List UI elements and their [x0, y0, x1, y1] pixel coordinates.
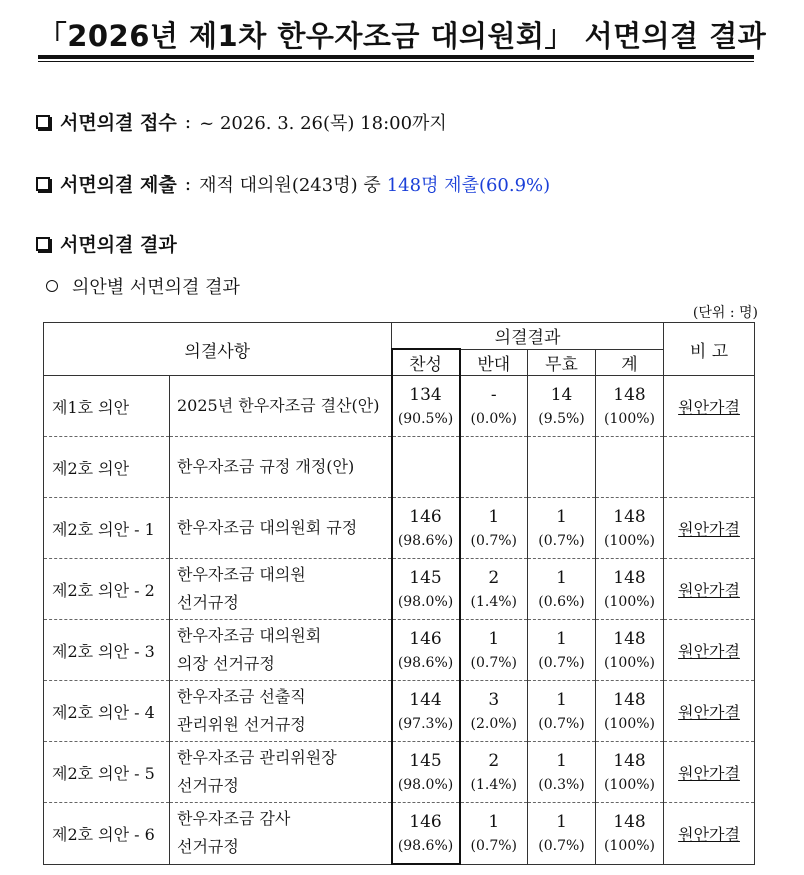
- section-label: 서면의결 제출: [60, 174, 177, 196]
- unit-label: (단위 : 명): [692, 305, 758, 321]
- approve-percent: (90.5%): [397, 411, 454, 427]
- agenda-title: 한우자조금 관리위원장 선거규정: [177, 748, 337, 795]
- invalid-percent: (0.7%): [538, 716, 585, 732]
- total-count: 148: [613, 629, 646, 649]
- document-title: 「2026년 제1차 한우자조금 대의원회」 서면의결 결과: [37, 19, 767, 53]
- note-cell: [664, 559, 755, 620]
- approve-percent: (98.0%): [397, 777, 454, 793]
- agenda-title: 한우자조금 대의원 선거규정: [177, 565, 306, 612]
- section-text: 재적 대의원(243명) 중: [199, 174, 381, 196]
- total-cell: [596, 437, 664, 498]
- total-count: 148: [613, 568, 646, 588]
- agenda-id-cell: [44, 498, 170, 559]
- approve-cell: [392, 559, 460, 620]
- oppose-cell: [460, 803, 528, 865]
- header-invalid: 무효: [528, 349, 596, 376]
- invalid-percent: (0.7%): [538, 838, 585, 855]
- agenda-id-cell: [44, 376, 170, 437]
- approve-percent: (98.6%): [397, 838, 454, 854]
- checkbox-bullet-icon: [36, 177, 50, 191]
- total-percent: (100%): [604, 533, 655, 549]
- results-table-body: [44, 376, 755, 865]
- agenda-id: 제2호 의안 - 3: [52, 641, 155, 661]
- oppose-count: 1: [488, 812, 500, 833]
- note-text: 원안가결: [678, 824, 740, 844]
- total-percent: (100%): [604, 655, 655, 671]
- oppose-cell: [460, 376, 528, 437]
- invalid-percent: (0.7%): [538, 533, 585, 549]
- invalid-percent: (0.6%): [538, 594, 585, 610]
- table-row: [44, 498, 755, 559]
- section-text: ~ 2026. 3. 26(목) 18:00까지: [199, 112, 447, 134]
- section-results: [36, 230, 177, 257]
- total-cell: [596, 498, 664, 559]
- invalid-cell: [528, 681, 596, 742]
- invalid-count: 14: [550, 385, 573, 405]
- oppose-count: 2: [488, 568, 500, 588]
- table-row: [44, 681, 755, 742]
- total-count: 148: [613, 690, 646, 710]
- approve-percent: (97.3%): [397, 716, 454, 732]
- total-count: 148: [613, 385, 646, 405]
- subheading: [46, 273, 240, 299]
- agenda-id: 제2호 의안 - 5: [52, 763, 155, 783]
- total-count: 148: [613, 751, 646, 771]
- oppose-cell: [460, 681, 528, 742]
- header-total: 계: [596, 349, 664, 376]
- note-cell: [664, 803, 755, 865]
- agenda-title-cell: [170, 498, 392, 559]
- table-row: [44, 376, 755, 437]
- invalid-count: 1: [556, 751, 567, 771]
- total-percent: (100%): [604, 716, 655, 732]
- oppose-percent: (1.4%): [470, 594, 518, 610]
- invalid-cell: [528, 742, 596, 803]
- note-cell: [664, 742, 755, 803]
- title-underline-thin: [38, 61, 754, 62]
- oppose-count: 3: [488, 690, 500, 710]
- note-cell: [664, 437, 755, 498]
- checkbox-bullet-icon: [36, 237, 50, 251]
- approve-count: 146: [409, 812, 442, 832]
- agenda-title: 한우자조금 선출직 관리위원 선거규정: [177, 687, 306, 734]
- oppose-cell: [460, 620, 528, 681]
- note-text: 원안가결: [678, 702, 740, 722]
- oppose-count: -: [490, 385, 497, 405]
- invalid-cell: [528, 620, 596, 681]
- oppose-cell: [460, 742, 528, 803]
- agenda-title: 한우자조금 감사 선거규정: [177, 809, 291, 857]
- oppose-percent: (0.7%): [470, 533, 518, 549]
- agenda-id-cell: [44, 803, 170, 865]
- table-row: [44, 742, 755, 803]
- subheading-text: 의안별 서면의결 결과: [72, 277, 240, 298]
- approve-cell: [392, 742, 460, 803]
- oppose-percent: (2.0%): [470, 716, 518, 732]
- agenda-id: 제1호 의안: [52, 397, 130, 417]
- total-cell: [596, 681, 664, 742]
- invalid-count: 1: [556, 507, 567, 527]
- header-oppose: 반대: [460, 349, 528, 376]
- agenda-id: 제2호 의안: [52, 458, 130, 478]
- approve-cell: [392, 681, 460, 742]
- invalid-cell: [528, 803, 596, 865]
- note-text: 원안가결: [678, 519, 740, 539]
- agenda-id: 제2호 의안 - 1: [52, 519, 155, 539]
- section-colon: :: [184, 110, 192, 133]
- table-row: [44, 437, 755, 498]
- invalid-percent: (0.3%): [538, 777, 585, 793]
- approve-count: 146: [409, 629, 442, 649]
- note-cell: [664, 620, 755, 681]
- approve-cell: [392, 376, 460, 437]
- total-cell: [596, 559, 664, 620]
- note-text: 원안가결: [678, 763, 740, 783]
- approve-cell: [392, 498, 460, 559]
- invalid-count: 1: [556, 690, 567, 710]
- agenda-id: 제2호 의안 - 4: [52, 702, 155, 722]
- title-underline-thick: [38, 55, 754, 59]
- approve-percent: (98.6%): [397, 655, 454, 671]
- oppose-percent: (0.7%): [470, 838, 518, 855]
- section-label: 서면의결 결과: [60, 234, 177, 256]
- invalid-cell: [528, 559, 596, 620]
- oppose-percent: (0.0%): [470, 411, 518, 427]
- agenda-id: 제2호 의안 - 6: [52, 824, 155, 844]
- agenda-title-cell: [170, 803, 392, 865]
- total-percent: (100%): [604, 777, 655, 793]
- oppose-cell: [460, 498, 528, 559]
- invalid-count: 1: [556, 568, 567, 588]
- note-text: 원안가결: [678, 580, 740, 600]
- header-note: 비 고: [664, 323, 755, 376]
- agenda-title-cell: [170, 620, 392, 681]
- total-percent: (100%): [604, 838, 655, 855]
- approve-count: 144: [409, 690, 442, 710]
- invalid-count: 1: [556, 812, 567, 833]
- total-count: 148: [613, 812, 646, 833]
- note-cell: [664, 498, 755, 559]
- total-cell: [596, 803, 664, 865]
- checkbox-bullet-icon: [36, 115, 50, 129]
- oppose-count: 1: [488, 629, 500, 649]
- note-cell: [664, 681, 755, 742]
- total-cell: [596, 376, 664, 437]
- agenda-title: 2025년 한우자조금 결산(안): [177, 396, 380, 415]
- invalid-cell: [528, 376, 596, 437]
- invalid-cell: [528, 437, 596, 498]
- agenda-title-cell: [170, 681, 392, 742]
- oppose-cell: [460, 559, 528, 620]
- header-approve: 찬성: [392, 349, 460, 376]
- note-text: 원안가결: [678, 397, 740, 417]
- note-cell: [664, 376, 755, 437]
- invalid-count: 1: [556, 629, 567, 649]
- agenda-title-cell: [170, 559, 392, 620]
- total-percent: (100%): [604, 411, 655, 427]
- total-cell: [596, 742, 664, 803]
- section-submission-count: [36, 170, 550, 197]
- total-cell: [596, 620, 664, 681]
- invalid-percent: (9.5%): [538, 411, 585, 427]
- header-item: 의결사항: [44, 323, 392, 376]
- approve-count: 145: [409, 751, 442, 771]
- header-result: 의결결과: [392, 323, 664, 350]
- agenda-title: 한우자조금 대의원회 규정: [177, 518, 358, 537]
- table-row: [44, 559, 755, 620]
- total-percent: (100%): [604, 594, 655, 610]
- approve-percent: (98.6%): [397, 533, 454, 549]
- section-label: 서면의결 접수: [60, 112, 177, 134]
- oppose-count: 2: [488, 751, 500, 771]
- oppose-percent: (0.7%): [470, 655, 518, 671]
- results-table: [43, 322, 755, 865]
- invalid-percent: (0.7%): [538, 655, 585, 671]
- agenda-title: 한우자조금 대의원회 의장 선거규정: [177, 626, 322, 673]
- approve-cell: [392, 803, 460, 865]
- approve-percent: (98.0%): [397, 594, 454, 610]
- agenda-id-cell: [44, 742, 170, 803]
- approve-count: 146: [409, 507, 442, 527]
- note-text: 원안가결: [678, 641, 740, 661]
- section-colon: :: [184, 172, 192, 195]
- approve-cell: [392, 437, 460, 498]
- oppose-percent: (1.4%): [470, 777, 518, 793]
- invalid-cell: [528, 498, 596, 559]
- section-highlight: 148명 제출(60.9%): [386, 174, 551, 196]
- agenda-id: 제2호 의안 - 2: [52, 580, 155, 600]
- total-count: 148: [613, 507, 646, 527]
- approve-cell: [392, 620, 460, 681]
- agenda-id-cell: [44, 620, 170, 681]
- agenda-title-cell: [170, 437, 392, 498]
- agenda-title-cell: [170, 742, 392, 803]
- oppose-cell: [460, 437, 528, 498]
- agenda-id-cell: [44, 559, 170, 620]
- agenda-title-cell: [170, 376, 392, 437]
- approve-count: 134: [409, 385, 442, 405]
- approve-count: 145: [409, 568, 442, 588]
- oppose-count: 1: [488, 507, 500, 527]
- agenda-id-cell: [44, 437, 170, 498]
- table-row: [44, 803, 755, 865]
- agenda-id-cell: [44, 681, 170, 742]
- table-row: [44, 620, 755, 681]
- agenda-title: 한우자조금 규정 개정(안): [177, 457, 355, 476]
- circle-bullet-icon: [46, 280, 58, 292]
- section-submission-period: [36, 108, 447, 135]
